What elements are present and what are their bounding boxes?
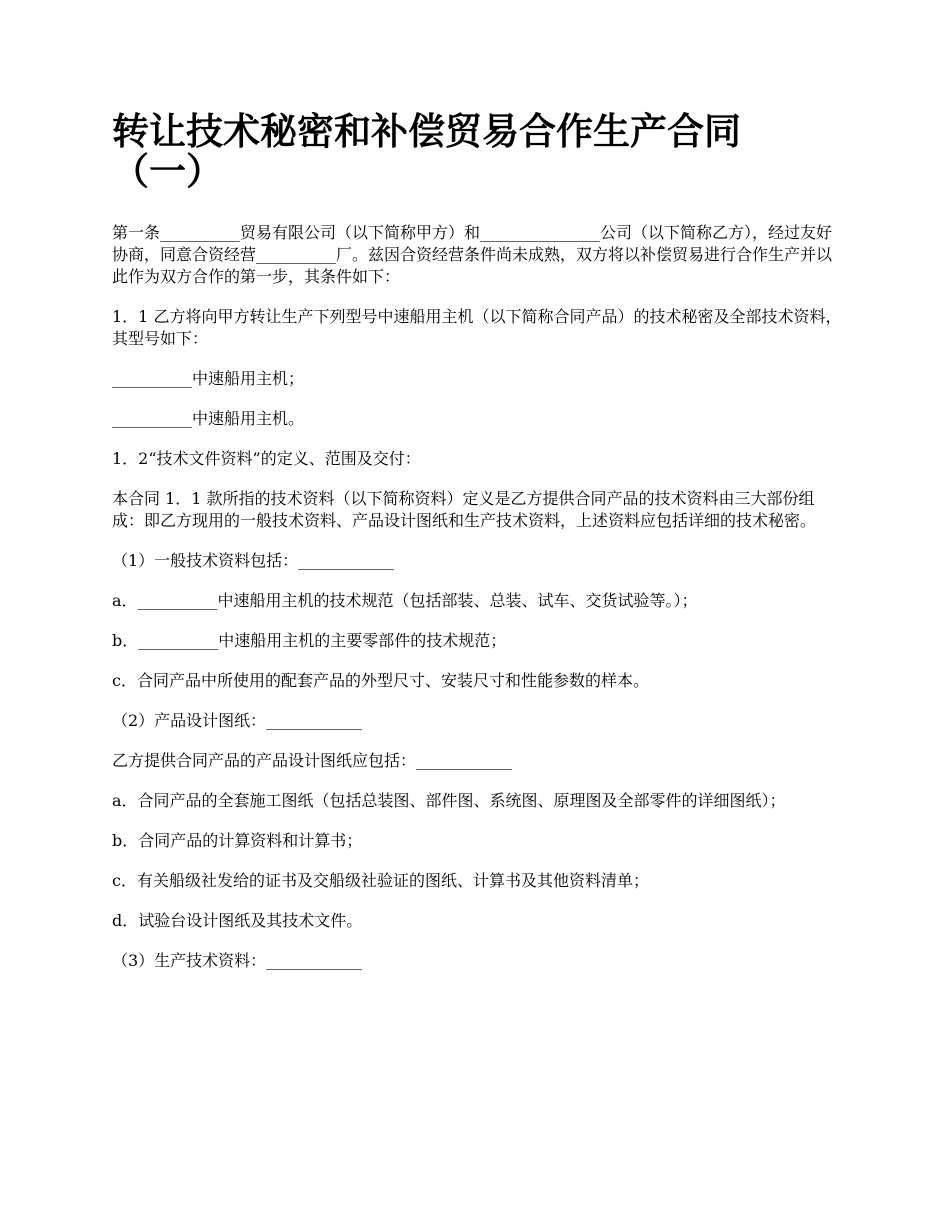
- paragraph-model-2: __________中速船用主机。: [112, 409, 305, 428]
- paragraph-general-docs: （1）一般技术资料包括：____________: [112, 551, 395, 570]
- paragraph-general-b: b．__________中速船用主机的主要零部件的技术规范；: [112, 631, 507, 650]
- paragraph-article-1: 第一条__________贸易有限公司（以下简称甲方）和_______________公司（以下简称乙方），经过友好协商，同意合资经营__________厂。兹因合资经营条件尚未成熟，双方将以补偿贸易进行合作生产并以此作为双方合作的第一步，其条件如下：: [112, 223, 833, 286]
- paragraph-design-c: c．有关船级社发给的证书及交船级社验证的图纸、计算书及其他资料清单；: [112, 871, 649, 890]
- paragraph-model-1: __________中速船用主机；: [112, 369, 305, 388]
- paragraph-general-a: a．__________中速船用主机的技术规范（包括部装、总装、试车、交货试验等。）；: [112, 591, 698, 610]
- paragraph-definition: 本合同 1．1 款所指的技术资料（以下简称资料）定义是乙方提供合同产品的技术资料由三大部份组成：即乙方现用的一般技术资料、产品设计图纸和生产技术资料，上述资料应包括详细的技术秘密。: [112, 489, 817, 530]
- paragraph-design-b: b．合同产品的计算资料和计算书；: [112, 831, 363, 850]
- paragraph-general-c: c．合同产品中所使用的配套产品的外型尺寸、安装尺寸和性能参数的样本。: [112, 671, 649, 690]
- paragraph-design-drawings: （2）产品设计图纸：____________: [112, 711, 363, 730]
- paragraph-design-includes: 乙方提供合同产品的产品设计图纸应包括：____________: [112, 751, 513, 770]
- document-title: 转让技术秘密和补偿贸易合作生产合同（一）: [112, 110, 741, 193]
- document-body: [112, 222, 842, 990]
- paragraph-design-a: a．合同产品的全套施工图纸（包括总装图、部件图、系统图、原理图及全部零件的详细图纸）；: [112, 791, 786, 810]
- paragraph-1-1: 1．1 乙方将向甲方转让生产下列型号中速船用主机（以下简称合同产品）的技术秘密及全部技术资料，其型号如下：: [112, 307, 842, 348]
- paragraph-design-d: d．试验台设计图纸及其技术文件。: [112, 911, 363, 930]
- paragraph-production-docs: （3）生产技术资料：____________: [112, 951, 363, 970]
- paragraph-1-2: 1．2“技术文件资料”的定义、范围及交付：: [112, 449, 421, 468]
